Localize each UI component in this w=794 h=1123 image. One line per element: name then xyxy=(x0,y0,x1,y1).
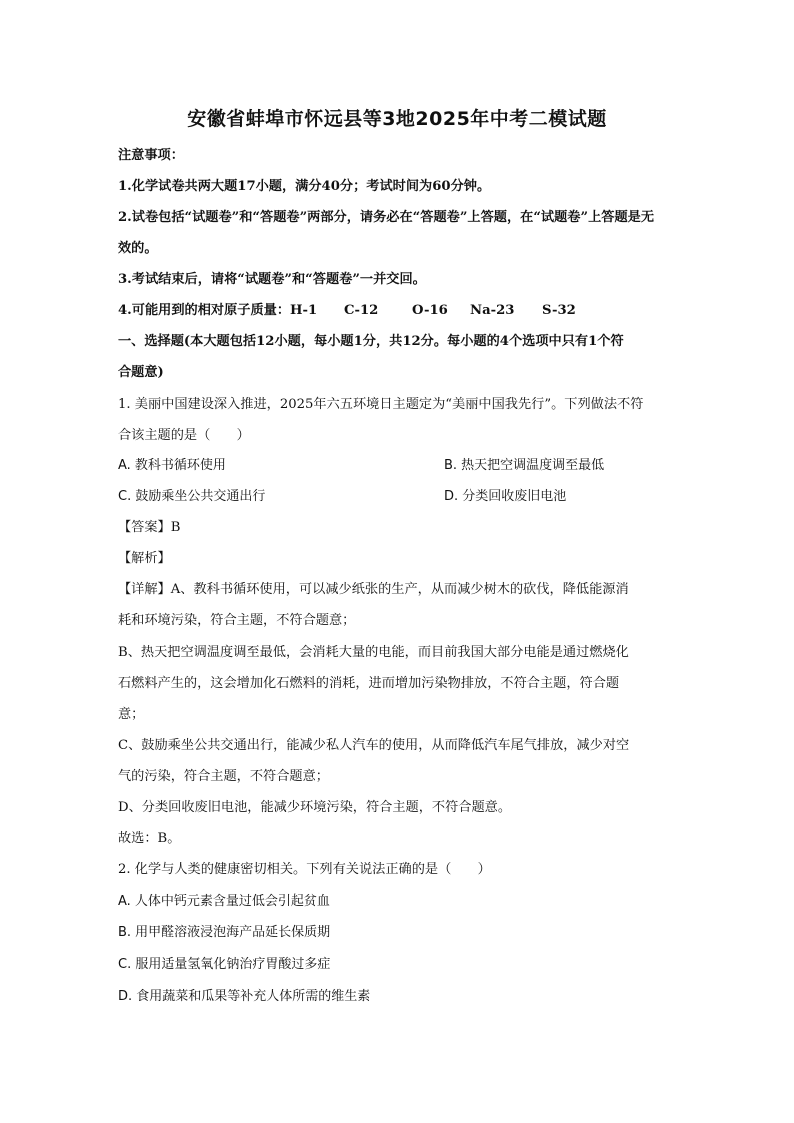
notice-heading: 注意事项： xyxy=(118,148,184,163)
question-1-detail-line-8: D、分类回收废旧电池，能减少环境污染，符合主题，不符合题意。 xyxy=(118,800,512,815)
question-2-stem: 2. 化学与人类的健康密切相关。下列有关说法正确的是（ ） xyxy=(118,862,491,877)
notice-item-1: 1.化学试卷共两大题17小题，满分40分；考试时间为60分钟。 xyxy=(118,179,491,194)
question-1-detail-line-2: 耗和环境污染，符合主题，不符合题意； xyxy=(118,613,356,628)
question-1-detail-line-3: B、热天把空调温度调至最低，会消耗大量的电能，而目前我国大部分电能是通过燃烧化 xyxy=(118,645,629,660)
section-1-heading-line-2: 合题意) xyxy=(118,365,164,380)
section-1-heading-line-1: 一、选择题(本大题包括12小题，每小题1分，共12分。每小题的4个选项中只有1个符 xyxy=(118,334,624,349)
question-1-detail-line-1: 【详解】A、教科书循环使用，可以减少纸张的生产，从而减少树木的砍伐，降低能源消 xyxy=(118,582,629,597)
question-1-option-c: C. 鼓励乘坐公共交通出行 xyxy=(118,489,266,504)
atomic-mass-s: S-32 xyxy=(542,303,576,318)
notice-item-3: 3.考试结束后，请将“试题卷”和“答题卷”一并交回。 xyxy=(118,272,426,287)
question-2-option-d: D. 食用蔬菜和瓜果等补充人体所需的维生素 xyxy=(118,989,371,1004)
question-2-option-a: A. 人体中钙元素含量过低会引起贫血 xyxy=(118,894,330,909)
notice-item-2-line-1: 2.试卷包括“试题卷”和“答题卷”两部分，请务必在“答题卷”上答题，在“试题卷”上答题是无 xyxy=(118,210,655,225)
question-1-option-a: A. 教科书循环使用 xyxy=(118,458,226,473)
question-1-detail-line-4: 石燃料产生的，这会增加化石燃料的消耗，进而增加污染物排放，不符合主题，符合题 xyxy=(118,676,620,691)
question-1-detail-line-5: 意； xyxy=(118,707,145,722)
question-2-option-c: C. 服用适量氢氧化钠治疗胃酸过多症 xyxy=(118,957,331,972)
notice-item-4 xyxy=(118,301,678,321)
atomic-mass-na: Na-23 xyxy=(470,303,515,318)
question-1-detail-line-7: 气的污染，符合主题，不符合题意； xyxy=(118,769,329,784)
question-1-conclusion: 故选：B。 xyxy=(118,831,181,846)
question-1-option-b: B. 热天把空调温度调至最低 xyxy=(444,458,605,473)
notice-item-2-line-2: 效的。 xyxy=(118,241,158,256)
question-1-detail-line-6: C、鼓励乘坐公共交通出行，能减少私人汽车的使用，从而降低汽车尾气排放，减少对空 xyxy=(118,738,630,753)
question-1-stem-line-2: 合该主题的是（ ） xyxy=(118,428,250,443)
atomic-mass-o: O-16 xyxy=(412,303,448,318)
question-2-option-b: B. 用甲醛溶液浸泡海产品延长保质期 xyxy=(118,925,331,940)
atomic-mass-h: H-1 xyxy=(290,303,318,318)
question-1-stem-line-1: 1. 美丽中国建设深入推进，2025年六五环境日主题定为“美丽中国我先行”。下列做法不符 xyxy=(118,397,644,412)
page-title: 安徽省蚌埠市怀远县等3地2025年中考二模试题 xyxy=(187,108,607,130)
question-1-answer: 【答案】B xyxy=(118,520,181,535)
atomic-mass-label: 4.可能用到的相对原子质量： xyxy=(118,303,291,318)
question-1-analysis-heading: 【解析】 xyxy=(118,551,171,566)
atomic-mass-c: C-12 xyxy=(344,303,379,318)
question-1-option-d: D. 分类回收废旧电池 xyxy=(444,489,567,504)
